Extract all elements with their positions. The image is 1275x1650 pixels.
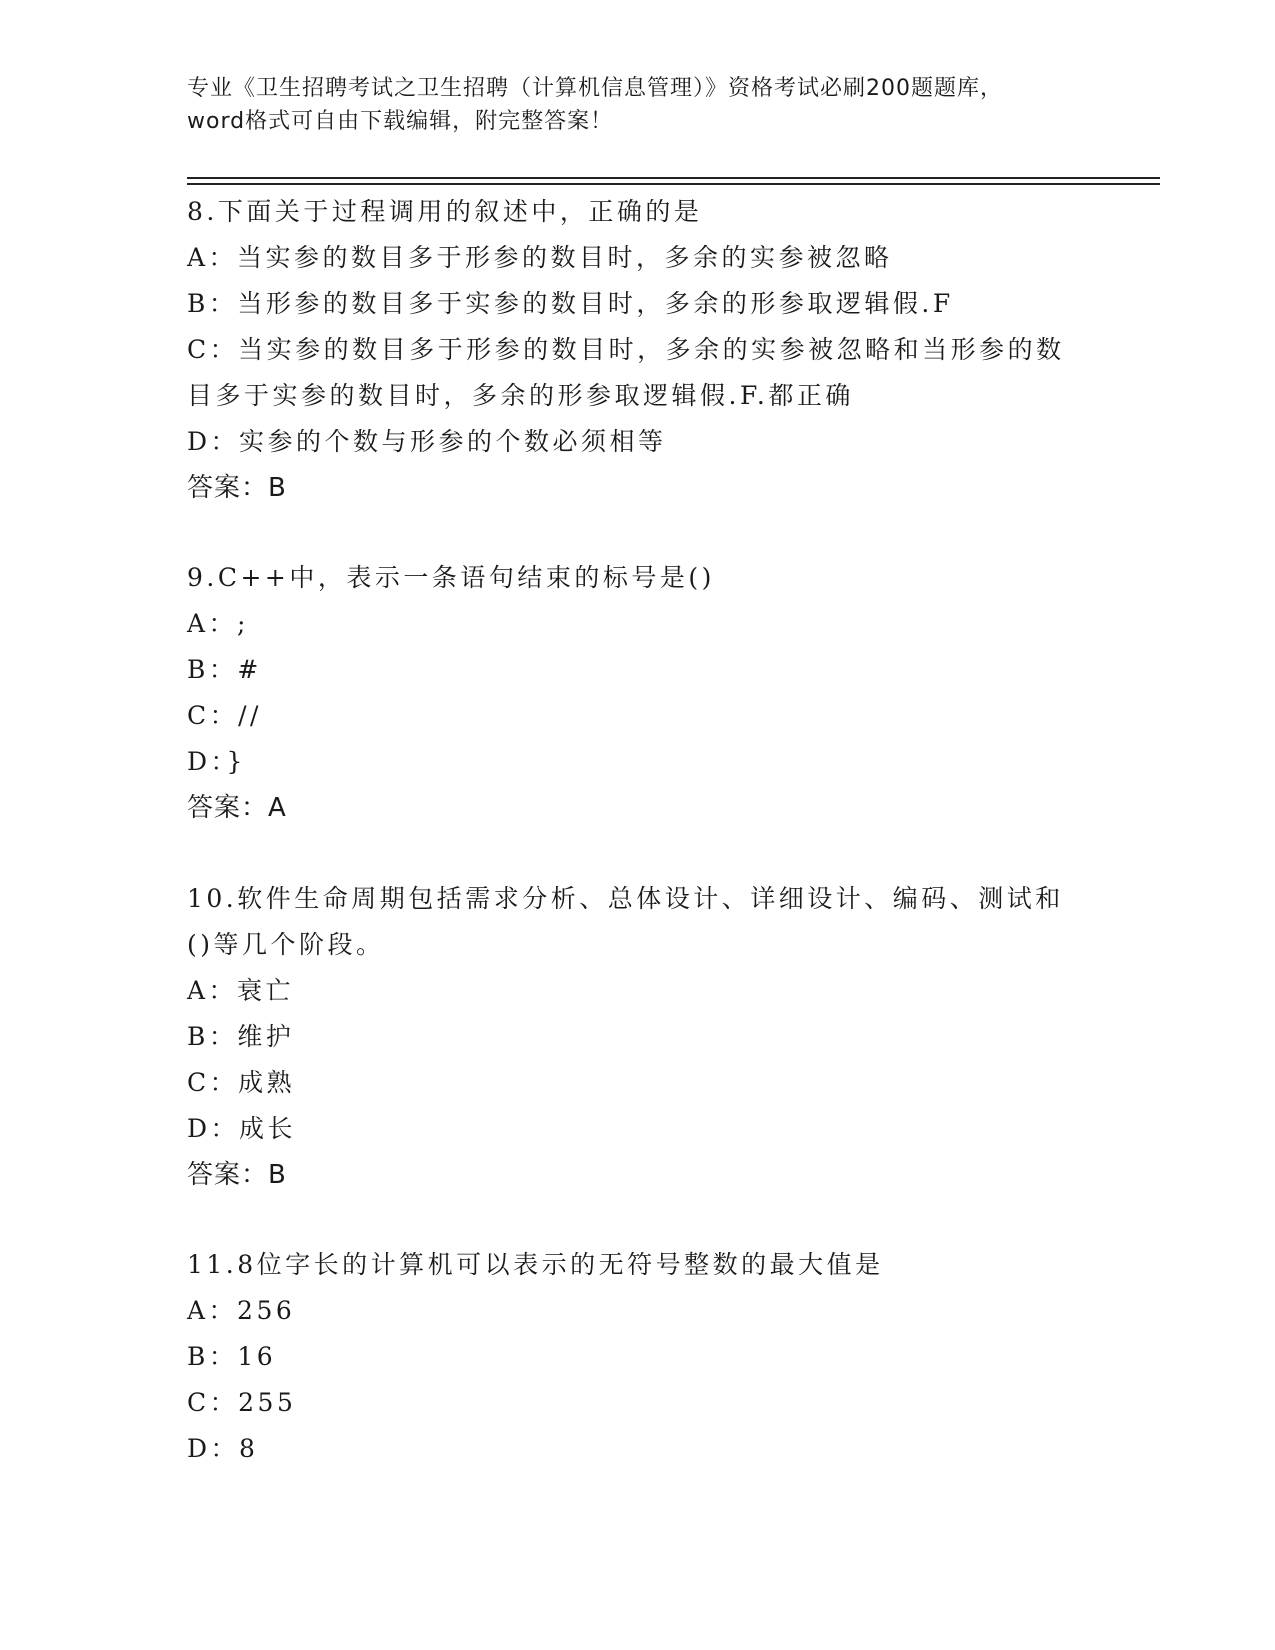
question-11 [187,1242,1087,1472]
question-stem: 10.软件生命周期包括需求分析、总体设计、详细设计、编码、测试和 [187,884,1064,913]
question-stem: 11.8位字长的计算机可以表示的无符号整数的最大值是 [187,1250,884,1279]
option-d: D：8 [187,1434,259,1463]
option-a: A：256 [187,1296,296,1325]
question-9 [187,555,1087,831]
option-b: B：当形参的数目多于实参的数目时，多余的形参取逻辑假.F [187,289,954,318]
option-c: C：当实参的数目多于形参的数目时，多余的实参被忽略和当形参的数 [187,335,1065,364]
header-line-2: word格式可自由下载编辑，附完整答案！ [187,109,614,134]
answer: 答案：B [187,473,287,503]
question-stem: 8.下面关于过程调用的叙述中，正确的是 [187,197,703,226]
question-8 [187,189,1087,511]
answer: 答案：A [187,793,287,823]
option-d: D：} [187,747,246,776]
option-d: D：实参的个数与形参的个数必须相等 [187,427,667,456]
option-d: D：成长 [187,1114,297,1143]
option-a: A：当实参的数目多于形参的数目时，多余的实参被忽略 [187,243,893,272]
option-c: C：255 [187,1388,297,1417]
option-b: B：维护 [187,1022,295,1051]
option-b: B：16 [187,1342,277,1371]
document-header [187,72,1087,138]
option-a: A：衰亡 [187,976,295,1005]
option-c-continued: 目多于实参的数目时，多余的形参取逻辑假.F.都正确 [187,381,854,410]
answer: 答案：B [187,1160,287,1190]
question-stem: 9.C++中，表示一条语句结束的标号是() [187,563,715,592]
option-b: B：# [187,655,262,684]
header-line-1: 专业《卫生招聘考试之卫生招聘（计算机信息管理）》资格考试必刷200题题库， [187,76,1003,101]
option-c: C：// [187,701,262,730]
option-a: A：; [187,609,249,638]
option-c: C：成熟 [187,1068,296,1097]
header-divider-bottom [187,183,1160,185]
question-stem-continued: ()等几个阶段。 [187,930,385,959]
header-divider-top [187,177,1160,179]
question-10 [187,876,1087,1198]
